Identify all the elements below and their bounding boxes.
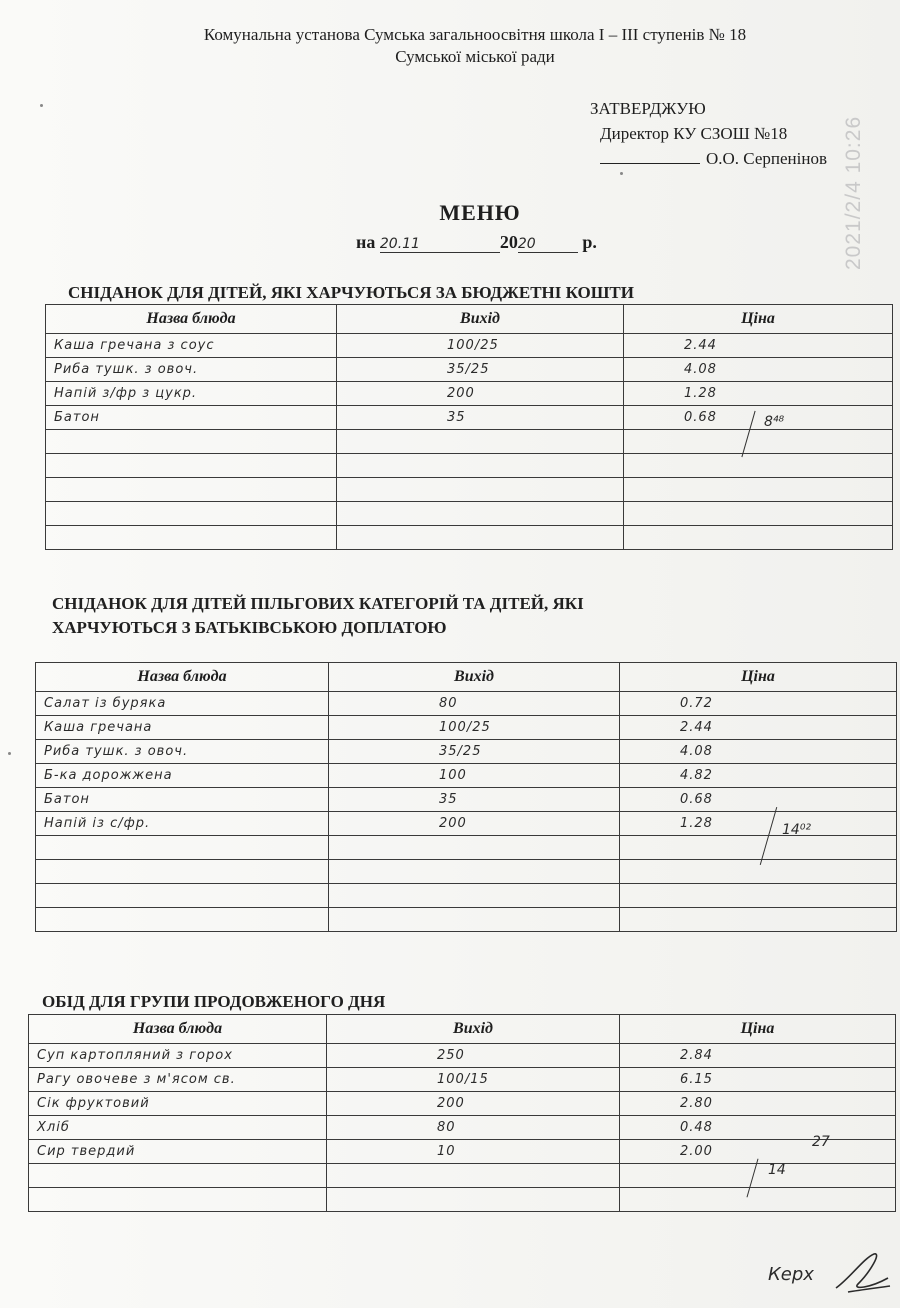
breakfast-benefits-total: 14⁰² — [782, 822, 812, 838]
portion: 80 — [329, 692, 620, 716]
dish-name: Сік фруктовий — [29, 1092, 327, 1116]
signature-blank — [600, 163, 700, 164]
column-header-price: Ціна — [620, 1015, 896, 1044]
portion: 35 — [329, 788, 620, 812]
table-row — [36, 884, 897, 908]
column-header-price: Ціна — [624, 305, 893, 334]
portion: 35/25 — [337, 358, 624, 382]
approval-title: ЗАТВЕРДЖУЮ — [590, 99, 706, 118]
year-prefix: 20 — [499, 232, 518, 252]
table-row — [46, 334, 893, 358]
school-header — [0, 24, 900, 68]
dish-name: Сир твердий — [29, 1140, 327, 1164]
price: 2.00 — [620, 1140, 896, 1164]
column-header-price: Ціна — [620, 663, 897, 692]
table-row — [36, 764, 897, 788]
table-row — [29, 1116, 896, 1140]
approval-block — [590, 96, 827, 171]
price: 2.44 — [624, 334, 893, 358]
dish-name: Рагу овочеве з м'ясом св. — [29, 1068, 327, 1092]
table-row — [36, 908, 897, 932]
table-row — [36, 692, 897, 716]
lunch-table — [28, 1014, 896, 1212]
menu-date — [356, 232, 597, 253]
price: 4.08 — [620, 740, 897, 764]
year-suffix: 20 — [518, 236, 578, 253]
portion: 35 — [337, 406, 624, 430]
column-header-dish: Назва блюда — [29, 1015, 327, 1044]
dish-name: Батон — [46, 406, 337, 430]
table-row — [46, 430, 893, 454]
price: 4.08 — [624, 358, 893, 382]
dish-name: Напій з/фр з цукр. — [46, 382, 337, 406]
table-row — [46, 382, 893, 406]
breakfast-budget-total: 8⁴⁸ — [764, 414, 785, 430]
date-suffix: р. — [582, 232, 597, 252]
breakfast-benefits-table — [35, 662, 897, 932]
lunch-total-top: 27 — [812, 1134, 830, 1150]
dish-name: Батон — [36, 788, 329, 812]
table-row — [36, 812, 897, 836]
portion: 200 — [327, 1092, 620, 1116]
date-prefix: на — [356, 232, 376, 252]
table-row — [36, 716, 897, 740]
scan-speck — [620, 172, 623, 175]
column-header-dish: Назва блюда — [46, 305, 337, 334]
portion: 100 — [329, 764, 620, 788]
column-header-portion: Вихід — [337, 305, 624, 334]
dish-name: Риба тушк. з овоч. — [46, 358, 337, 382]
city-council: Сумської міської ради — [395, 47, 555, 66]
price: 2.80 — [620, 1092, 896, 1116]
approval-name: О.О. Серпенінов — [706, 149, 827, 168]
column-header-portion: Вихід — [327, 1015, 620, 1044]
dish-name: Напій із с/фр. — [36, 812, 329, 836]
portion: 35/25 — [329, 740, 620, 764]
table-row — [29, 1044, 896, 1068]
dish-name: Суп картопляний з горох — [29, 1044, 327, 1068]
approval-position: Директор КУ СЗОШ №18 — [600, 124, 788, 143]
dish-name: Б-ка дорожжена — [36, 764, 329, 788]
price: 2.84 — [620, 1044, 896, 1068]
column-header-dish: Назва блюда — [36, 663, 329, 692]
approval-signature-line — [590, 146, 827, 171]
portion: 250 — [327, 1044, 620, 1068]
table-header-row — [46, 305, 893, 334]
price: 4.82 — [620, 764, 897, 788]
portion: 10 — [327, 1140, 620, 1164]
price: 6.15 — [620, 1068, 896, 1092]
table-row — [46, 454, 893, 478]
portion: 100/25 — [337, 334, 624, 358]
date-day: 20.11 — [380, 236, 500, 253]
scan-timestamp: 2021/2/4 10:26 — [842, 115, 865, 270]
dish-name: Хліб — [29, 1116, 327, 1140]
table-row — [29, 1164, 896, 1188]
dish-name: Риба тушк. з овоч. — [36, 740, 329, 764]
dish-name: Салат із буряка — [36, 692, 329, 716]
school-name: Комунальна установа Сумська загальноосвітня школа I – III ступенів № 18 — [203, 25, 747, 44]
column-header-portion: Вихід — [329, 663, 620, 692]
price: 1.28 — [620, 812, 897, 836]
table-row — [46, 358, 893, 382]
table-row — [29, 1068, 896, 1092]
table-row — [36, 740, 897, 764]
section-lunch-title: ОБІД ДЛЯ ГРУПИ ПРОДОВЖЕНОГО ДНЯ — [42, 992, 386, 1011]
portion: 80 — [327, 1116, 620, 1140]
section-breakfast-budget-title: СНІДАНОК ДЛЯ ДІТЕЙ, ЯКІ ХАРЧУЮТЬСЯ ЗА БЮДЖЕТНІ КОШТИ — [68, 283, 634, 302]
table-row — [36, 788, 897, 812]
table-row — [29, 1188, 896, 1212]
price: 1.28 — [624, 382, 893, 406]
table-row — [36, 860, 897, 884]
price: 0.72 — [620, 692, 897, 716]
table-header-row — [36, 663, 897, 692]
dish-name: Каша гречана з соус — [46, 334, 337, 358]
table-row — [46, 526, 893, 550]
footer-initials: Керх — [768, 1264, 814, 1285]
portion: 200 — [337, 382, 624, 406]
section-title-line: СНІДАНОК ДЛЯ ДІТЕЙ ПІЛЬГОВИХ КАТЕГОРІЙ ТА ДІТЕЙ, ЯКІ — [52, 594, 584, 613]
scan-speck — [8, 752, 11, 755]
table-header-row — [29, 1015, 896, 1044]
scan-speck — [40, 104, 43, 107]
section-breakfast-benefits-title — [52, 592, 584, 640]
portion: 200 — [329, 812, 620, 836]
signature-image — [830, 1248, 894, 1300]
menu-title: МЕНЮ — [439, 200, 521, 225]
price: 2.44 — [620, 716, 897, 740]
price: 0.48 — [620, 1116, 896, 1140]
table-row — [46, 502, 893, 526]
table-row — [46, 478, 893, 502]
price: 0.68 — [624, 406, 893, 430]
portion: 100/25 — [329, 716, 620, 740]
price: 0.68 — [620, 788, 897, 812]
table-row — [29, 1140, 896, 1164]
portion: 100/15 — [327, 1068, 620, 1092]
dish-name: Каша гречана — [36, 716, 329, 740]
table-row — [29, 1092, 896, 1116]
lunch-total-bottom: 14 — [768, 1162, 786, 1178]
section-title-line: ХАРЧУЮТЬСЯ З БАТЬКІВСЬКОЮ ДОПЛАТОЮ — [52, 618, 447, 637]
